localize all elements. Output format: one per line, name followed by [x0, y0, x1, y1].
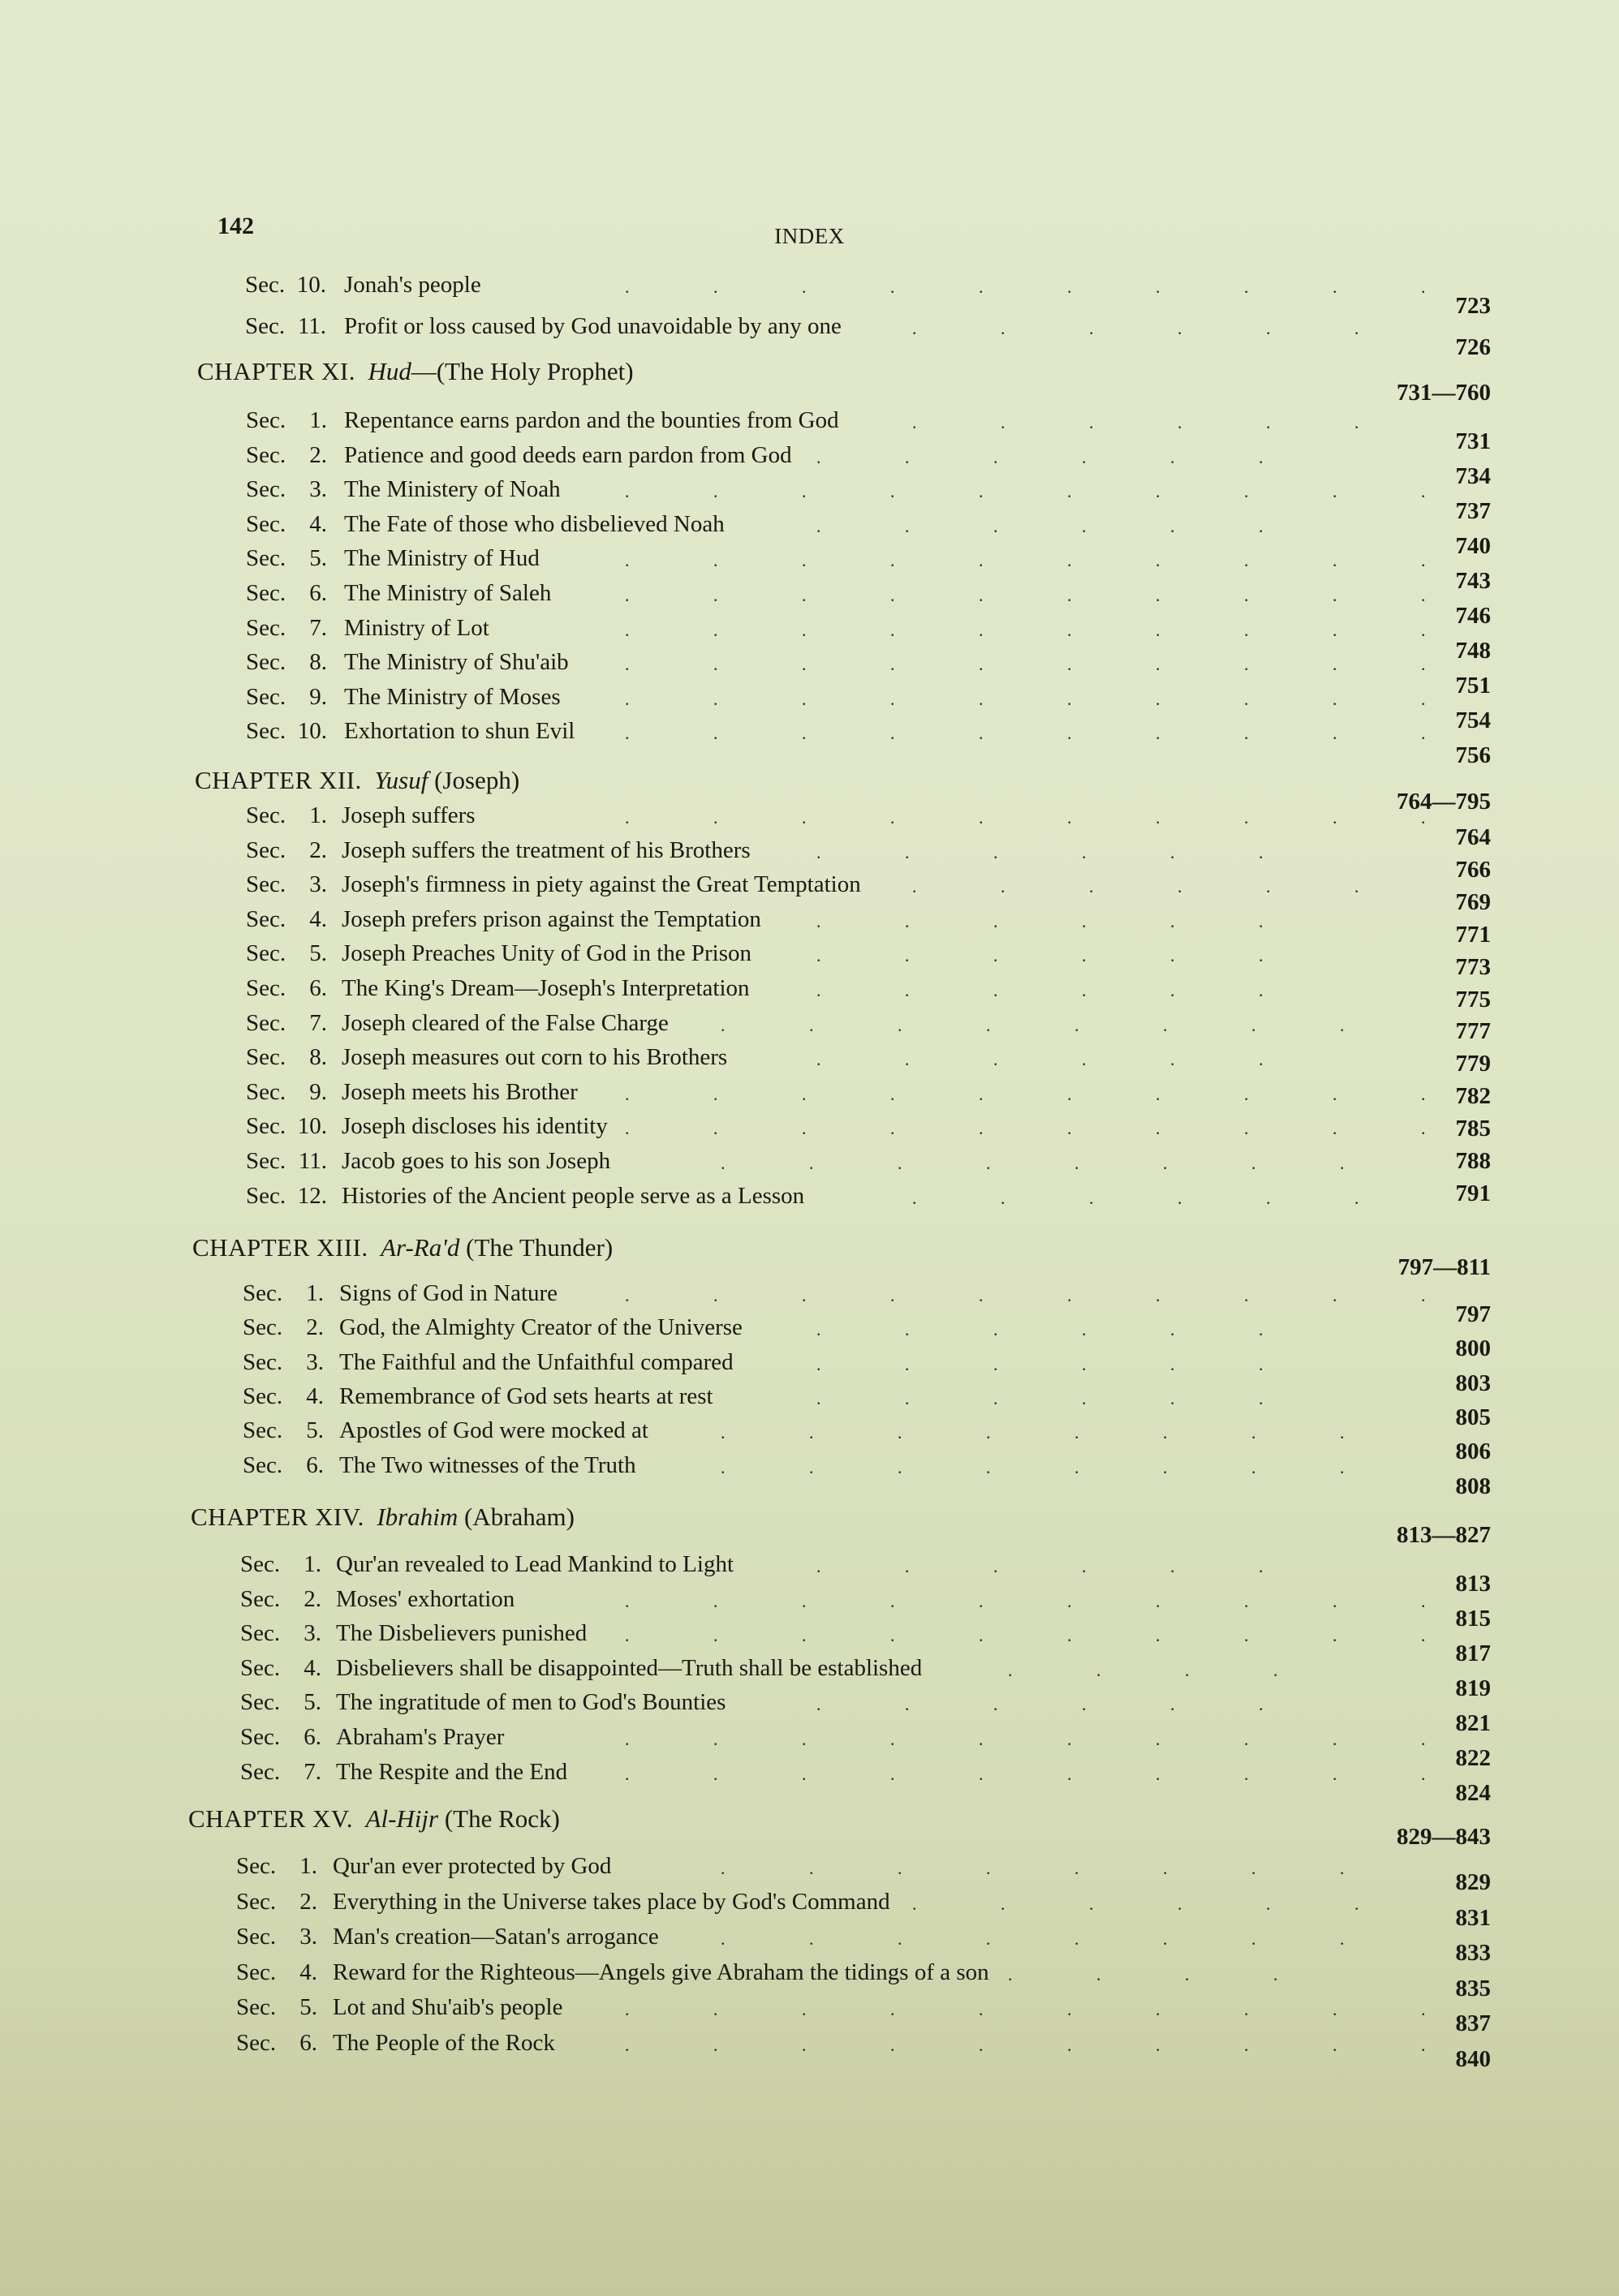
section-page-number: 782	[1455, 1083, 1491, 1109]
dot-leaders: . . . . . . . . . .	[625, 550, 1426, 570]
section-title: Joseph discloses his identity	[342, 1113, 608, 1139]
index-entry[interactable]	[0, 1724, 1619, 1771]
dot-leaders: . . . . . .	[816, 447, 1264, 467]
section-number: 2.	[309, 442, 327, 468]
page-number-folio: 142	[217, 213, 254, 239]
section-label: Sec.	[243, 1383, 283, 1409]
chapter-title	[191, 1503, 575, 1532]
section-label: Sec.	[245, 272, 286, 298]
section-number: 5.	[309, 545, 327, 571]
section-label: Sec.	[246, 1148, 286, 1174]
dot-leaders: . . . . . .	[912, 412, 1359, 432]
dot-leaders: . . . . . . . .	[721, 1928, 1345, 1949]
section-page-number: 822	[1455, 1745, 1491, 1771]
section-number: 8.	[309, 649, 327, 675]
section-label: Sec.	[246, 476, 286, 502]
section-page-number: 805	[1455, 1404, 1491, 1430]
section-label: Sec.	[243, 1314, 283, 1340]
section-title: Lot and Shu'aib's people	[333, 1994, 563, 2020]
chapter-arabic-name: Hud	[368, 357, 411, 385]
section-label: Sec.	[240, 1551, 281, 1577]
dot-leaders: . . . . . .	[816, 1049, 1264, 1069]
section-page-number: 746	[1455, 603, 1491, 629]
dot-leaders: . . . . . . . . . .	[625, 1591, 1426, 1611]
section-label: Sec.	[240, 1724, 281, 1750]
section-page-number: 785	[1455, 1116, 1491, 1142]
section-number: 1.	[304, 1551, 321, 1577]
index-entry[interactable]	[0, 2030, 1619, 2072]
section-label: Sec.	[246, 871, 286, 897]
index-entry[interactable]	[0, 1079, 1619, 1111]
section-label: Sec.	[243, 1452, 283, 1478]
section-number: 7.	[309, 615, 327, 641]
section-label: Sec.	[246, 940, 286, 966]
dot-leaders: . . . . . .	[816, 1694, 1264, 1714]
section-label: Sec.	[246, 615, 286, 641]
index-entry[interactable]	[0, 407, 1619, 454]
section-number: 5.	[304, 1689, 321, 1715]
section-page-number: 754	[1455, 707, 1491, 733]
section-number: 5.	[299, 1994, 317, 2020]
dot-leaders: . . . . . . . . . .	[625, 481, 1426, 501]
section-number: 4.	[309, 511, 327, 537]
index-entry[interactable]	[0, 837, 1619, 883]
dot-leaders: . . . . . . . . . .	[625, 1084, 1426, 1104]
section-title: The People of the Rock	[333, 2030, 555, 2056]
section-title: Joseph suffers the treatment of his Brothers	[342, 837, 751, 863]
section-label: Sec.	[246, 684, 286, 710]
index-entry[interactable]	[0, 313, 1619, 360]
section-label: Sec.	[246, 906, 286, 932]
section-page-number: 791	[1455, 1180, 1491, 1206]
index-entry[interactable]	[0, 1417, 1619, 1464]
section-number: 5.	[306, 1417, 324, 1443]
section-title: The ingratitude of men to God's Bounties	[336, 1689, 726, 1715]
chapter-heading[interactable]	[0, 1503, 1619, 1548]
index-entry[interactable]	[0, 940, 1619, 980]
section-label: Sec.	[246, 407, 286, 433]
chapter-arabic-name: Yusuf	[374, 766, 428, 794]
section-label: Sec.	[236, 1994, 277, 2020]
section-title: Qur'an revealed to Lead Mankind to Light	[336, 1551, 734, 1577]
section-label: Sec.	[246, 837, 286, 863]
index-entry[interactable]	[0, 1924, 1619, 1966]
chapter-page-range: 764—795	[1397, 789, 1491, 815]
index-entry[interactable]	[0, 1551, 1619, 1597]
dot-leaders: . . . . . . . .	[721, 1153, 1345, 1173]
section-page-number: 824	[1455, 1780, 1491, 1806]
section-page-number: 734	[1455, 463, 1491, 489]
section-label: Sec.	[236, 1924, 277, 1950]
dot-leaders: . . . .	[1008, 1660, 1278, 1680]
section-title: Man's creation—Satan's arrogance	[333, 1924, 659, 1950]
chapter-title	[197, 357, 634, 386]
section-title: Jacob goes to his son Joseph	[342, 1148, 611, 1174]
dot-leaders: . . . . . . . . . .	[625, 723, 1426, 743]
section-page-number: 833	[1455, 1940, 1491, 1966]
index-entry[interactable]	[0, 1148, 1619, 1180]
section-page-number: 813	[1455, 1571, 1491, 1597]
section-label: Sec.	[243, 1280, 283, 1306]
section-title: The Ministry of Moses	[344, 684, 561, 710]
chapter-number: CHAPTER XII.	[195, 766, 362, 794]
section-title: Joseph cleared of the False Charge	[342, 1010, 669, 1036]
section-label: Sec.	[240, 1759, 281, 1785]
section-page-number: 751	[1455, 673, 1491, 699]
section-page-number: 777	[1455, 1018, 1491, 1044]
dot-leaders: . . . . . .	[816, 1388, 1264, 1408]
section-page-number: 723	[1455, 293, 1491, 319]
section-title: The Faithful and the Unfaithful compared	[339, 1349, 734, 1375]
section-title: The Ministry of Shu'aib	[344, 649, 569, 675]
index-entry[interactable]	[0, 1010, 1619, 1043]
section-title: The Ministry of Saleh	[344, 580, 552, 606]
dot-leaders: . . . . . .	[816, 945, 1264, 965]
section-title: Signs of God in Nature	[339, 1280, 558, 1306]
section-title: Qur'an ever protected by God	[333, 1853, 612, 1879]
section-title: Joseph measures out corn to his Brothers	[342, 1044, 728, 1070]
section-number: 11.	[298, 1148, 327, 1174]
section-title: Joseph Preaches Unity of God in the Prison	[342, 940, 752, 966]
section-page-number: 726	[1455, 334, 1491, 360]
dot-leaders: . . . . . . . . . .	[625, 585, 1426, 605]
section-title: Joseph's firmness in piety against the Great Temptation	[342, 871, 861, 897]
section-number: 7.	[309, 1010, 327, 1036]
section-page-number: 769	[1455, 889, 1491, 915]
chapter-english-name: (The Thunder)	[459, 1233, 614, 1262]
section-label: Sec.	[246, 1010, 286, 1036]
chapter-number: CHAPTER XIII.	[192, 1233, 368, 1262]
dot-leaders: . . . . . . . . . .	[625, 1285, 1426, 1305]
section-page-number: 788	[1455, 1148, 1491, 1174]
section-number: 9.	[309, 684, 327, 710]
section-title: Joseph suffers	[342, 802, 476, 828]
chapter-english-name: (The Rock)	[438, 1804, 560, 1833]
index-entry[interactable]	[0, 1452, 1619, 1499]
section-number: 10.	[296, 272, 326, 298]
section-number: 6.	[309, 975, 327, 1001]
chapter-arabic-name: Al-Hijr	[365, 1804, 439, 1833]
section-title: Joseph meets his Brother	[342, 1079, 578, 1105]
section-number: 4.	[306, 1383, 324, 1409]
section-page-number: 821	[1455, 1710, 1491, 1736]
section-title: The Ministry of Hud	[344, 545, 540, 571]
chapter-title	[192, 1233, 613, 1262]
section-number: 7.	[304, 1759, 321, 1785]
dot-leaders: . . . . . .	[816, 1319, 1264, 1339]
section-label: Sec.	[243, 1417, 283, 1443]
index-entry[interactable]	[0, 1180, 1619, 1215]
index-entry[interactable]	[0, 975, 1619, 1013]
section-label: Sec.	[246, 1044, 286, 1070]
section-title: Repentance earns pardon and the bounties from God	[344, 407, 839, 433]
section-number: 3.	[309, 871, 327, 897]
section-number: 9.	[309, 1079, 327, 1105]
section-title: The King's Dream—Joseph's Interpretation	[342, 975, 750, 1001]
section-title: Patience and good deeds earn pardon from God	[344, 442, 792, 468]
dot-leaders: . . . . . .	[912, 318, 1359, 338]
section-number: 11.	[297, 313, 326, 339]
section-label: Sec.	[240, 1655, 281, 1681]
section-number: 10.	[297, 718, 327, 744]
section-page-number: 803	[1455, 1370, 1491, 1396]
section-label: Sec.	[236, 1889, 277, 1915]
section-number: 4.	[309, 906, 327, 932]
section-page-number: 748	[1455, 638, 1491, 664]
section-page-number: 740	[1455, 533, 1491, 559]
section-title: Moses' exhortation	[336, 1586, 515, 1612]
index-entry[interactable]	[0, 1994, 1619, 2036]
section-number: 3.	[299, 1924, 317, 1950]
section-page-number: 766	[1455, 857, 1491, 883]
section-number: 1.	[309, 407, 327, 433]
chapter-number: CHAPTER XI.	[197, 357, 355, 385]
index-entry[interactable]	[0, 1689, 1619, 1736]
dot-leaders: . . . .	[1008, 1964, 1278, 1984]
section-page-number: 840	[1455, 2046, 1491, 2072]
section-number: 8.	[309, 1044, 327, 1070]
section-number: 10.	[297, 1113, 327, 1139]
section-page-number: 771	[1455, 922, 1491, 948]
section-title: Disbelievers shall be disappointed—Truth shall be established	[336, 1655, 923, 1681]
chapter-english-name: (Joseph)	[428, 766, 520, 794]
section-label: Sec.	[236, 1853, 277, 1879]
section-label: Sec.	[240, 1586, 281, 1612]
section-title: The Disbelievers punished	[336, 1620, 588, 1646]
dot-leaders: . . . . . .	[816, 1556, 1264, 1576]
section-page-number: 743	[1455, 568, 1491, 594]
dot-leaders: . . . . . . . .	[721, 1457, 1345, 1477]
dot-leaders: . . . . . . . . . .	[625, 1999, 1426, 2019]
index-entry[interactable]	[0, 871, 1619, 915]
section-title: The Ministery of Noah	[344, 476, 561, 502]
section-page-number: 837	[1455, 2010, 1491, 2036]
dot-leaders: . . . . . . . .	[721, 1858, 1345, 1878]
section-label: Sec.	[246, 1183, 286, 1209]
dot-leaders: . . . . . . . . . .	[625, 807, 1426, 828]
index-entry[interactable]	[0, 1959, 1619, 2001]
section-page-number: 737	[1455, 498, 1491, 524]
section-label: Sec.	[246, 511, 286, 537]
section-label: Sec.	[243, 1349, 283, 1375]
dot-leaders: . . . . . . . . . .	[625, 1764, 1426, 1784]
section-page-number: 831	[1455, 1905, 1491, 1931]
section-label: Sec.	[236, 1959, 277, 1985]
chapter-number: CHAPTER XIV.	[191, 1503, 364, 1531]
chapter-arabic-name: Ar-Ra'd	[381, 1233, 460, 1262]
section-label: Sec.	[246, 975, 286, 1001]
section-number: 2.	[306, 1314, 324, 1340]
dot-leaders: . . . . . . . . . .	[625, 689, 1426, 709]
section-number: 12.	[297, 1183, 327, 1209]
section-title: The Respite and the End	[336, 1759, 568, 1785]
section-page-number: 797	[1455, 1301, 1491, 1327]
section-title: God, the Almighty Creator of the Universe	[339, 1314, 743, 1340]
section-label: Sec.	[246, 718, 286, 744]
chapter-heading[interactable]	[0, 357, 1619, 406]
section-number: 1.	[306, 1280, 324, 1306]
section-number: 2.	[299, 1889, 317, 1915]
section-label: Sec.	[246, 545, 286, 571]
section-label: Sec.	[246, 649, 286, 675]
section-label: Sec.	[240, 1689, 281, 1715]
section-number: 1.	[309, 802, 327, 828]
section-page-number: 829	[1455, 1869, 1491, 1895]
dot-leaders: . . . . . . . .	[721, 1422, 1345, 1443]
section-page-number: 764	[1455, 824, 1491, 850]
section-number: 5.	[309, 940, 327, 966]
section-label: Sec.	[246, 1113, 286, 1139]
section-number: 3.	[304, 1620, 321, 1646]
section-title: Reward for the Righteous—Angels give Abraham the tidings of a son	[333, 1959, 989, 1985]
section-title: Ministry of Lot	[344, 615, 489, 641]
section-title: Remembrance of God sets hearts at rest	[339, 1383, 713, 1409]
dot-leaders: . . . . . . . .	[721, 1015, 1345, 1035]
chapter-page-range: 813—827	[1397, 1522, 1491, 1548]
section-title: Profit or loss caused by God unavoidable by any one	[344, 313, 842, 339]
section-page-number: 800	[1455, 1335, 1491, 1361]
dot-leaders: . . . . . . . . . .	[625, 1729, 1426, 1749]
index-entry[interactable]	[0, 1586, 1619, 1632]
section-number: 4.	[299, 1959, 317, 1985]
dot-leaders: . . . . . . . . . .	[625, 654, 1426, 674]
dot-leaders: . . . . . .	[912, 1894, 1359, 1914]
section-title: The Fate of those who disbelieved Noah	[344, 511, 725, 537]
section-number: 3.	[306, 1349, 324, 1375]
chapter-title	[195, 766, 519, 795]
chapter-heading[interactable]	[0, 1233, 1619, 1280]
dot-leaders: . . . . . .	[912, 1188, 1359, 1208]
section-page-number: 835	[1455, 1976, 1491, 2001]
index-entry[interactable]	[0, 906, 1619, 948]
section-title: Jonah's people	[344, 272, 481, 298]
running-head: INDEX	[774, 224, 845, 248]
section-number: 1.	[299, 1853, 317, 1879]
index-entry[interactable]	[0, 1314, 1619, 1361]
chapter-page-range: 797—811	[1397, 1254, 1491, 1280]
section-title: Everything in the Universe takes place by God's Command	[333, 1889, 890, 1915]
dot-leaders: . . . . . .	[816, 1354, 1264, 1374]
dot-leaders: . . . . . . . . . .	[625, 2035, 1426, 2055]
section-number: 2.	[309, 837, 327, 863]
dot-leaders: . . . . . . . . . .	[625, 277, 1426, 297]
index-entry[interactable]	[0, 1889, 1619, 1931]
dot-leaders: . . . . . . . . . .	[625, 620, 1426, 640]
index-entry[interactable]	[0, 1655, 1619, 1701]
section-page-number: 775	[1455, 987, 1491, 1013]
section-page-number: 819	[1455, 1675, 1491, 1701]
dot-leaders: . . . . . .	[816, 842, 1264, 862]
index-entry[interactable]	[0, 1113, 1619, 1146]
chapter-title	[188, 1804, 560, 1834]
section-page-number: 731	[1455, 428, 1491, 454]
index-entry[interactable]	[0, 1044, 1619, 1077]
dot-leaders: . . . . . .	[816, 980, 1264, 1000]
section-page-number: 817	[1455, 1640, 1491, 1666]
index-entry[interactable]	[0, 718, 1619, 768]
section-page-number: 806	[1455, 1438, 1491, 1464]
dot-leaders: . . . . . .	[816, 911, 1264, 931]
section-page-number: 779	[1455, 1051, 1491, 1077]
index-entry[interactable]	[0, 1853, 1619, 1895]
dot-leaders: . . . . . . . . . .	[625, 1118, 1426, 1138]
chapter-english-name: —(The Holy Prophet)	[411, 357, 634, 385]
section-label: Sec.	[246, 580, 286, 606]
chapter-page-range: 829—843	[1397, 1824, 1491, 1850]
section-title: Joseph prefers prison against the Temptation	[342, 906, 761, 932]
section-number: 6.	[306, 1452, 324, 1478]
section-label: Sec.	[245, 313, 286, 339]
index-entry[interactable]	[0, 272, 1619, 319]
chapter-arabic-name: Ibrahim	[377, 1503, 459, 1531]
chapter-english-name: (Abraham)	[458, 1503, 575, 1531]
section-title: Histories of the Ancient people serve as a Lesson	[342, 1183, 805, 1209]
section-title: Abraham's Prayer	[336, 1724, 505, 1750]
section-number: 6.	[309, 580, 327, 606]
section-page-number: 815	[1455, 1606, 1491, 1632]
section-label: Sec.	[240, 1620, 281, 1646]
chapter-number: CHAPTER XV.	[188, 1804, 354, 1833]
section-number: 6.	[299, 2030, 317, 2056]
chapter-heading[interactable]	[0, 1804, 1619, 1850]
dot-leaders: . . . . . .	[912, 876, 1359, 896]
chapter-page-range: 731—760	[1397, 380, 1491, 406]
section-label: Sec.	[236, 2030, 277, 2056]
section-number: 4.	[304, 1655, 321, 1681]
index-entry[interactable]	[0, 1620, 1619, 1666]
dot-leaders: . . . . . .	[816, 516, 1264, 536]
index-entry[interactable]	[0, 1759, 1619, 1806]
section-number: 3.	[309, 476, 327, 502]
section-title: Apostles of God were mocked at	[339, 1417, 648, 1443]
section-title: Exhortation to shun Evil	[344, 718, 575, 744]
section-title: The Two witnesses of the Truth	[339, 1452, 636, 1478]
section-label: Sec.	[246, 802, 286, 828]
section-label: Sec.	[246, 442, 286, 468]
dot-leaders: . . . . . . . . . .	[625, 1625, 1426, 1645]
section-label: Sec.	[246, 1079, 286, 1105]
section-page-number: 808	[1455, 1473, 1491, 1499]
section-page-number: 756	[1455, 742, 1491, 768]
section-page-number: 773	[1455, 954, 1491, 980]
section-number: 6.	[304, 1724, 321, 1750]
section-number: 2.	[304, 1586, 321, 1612]
